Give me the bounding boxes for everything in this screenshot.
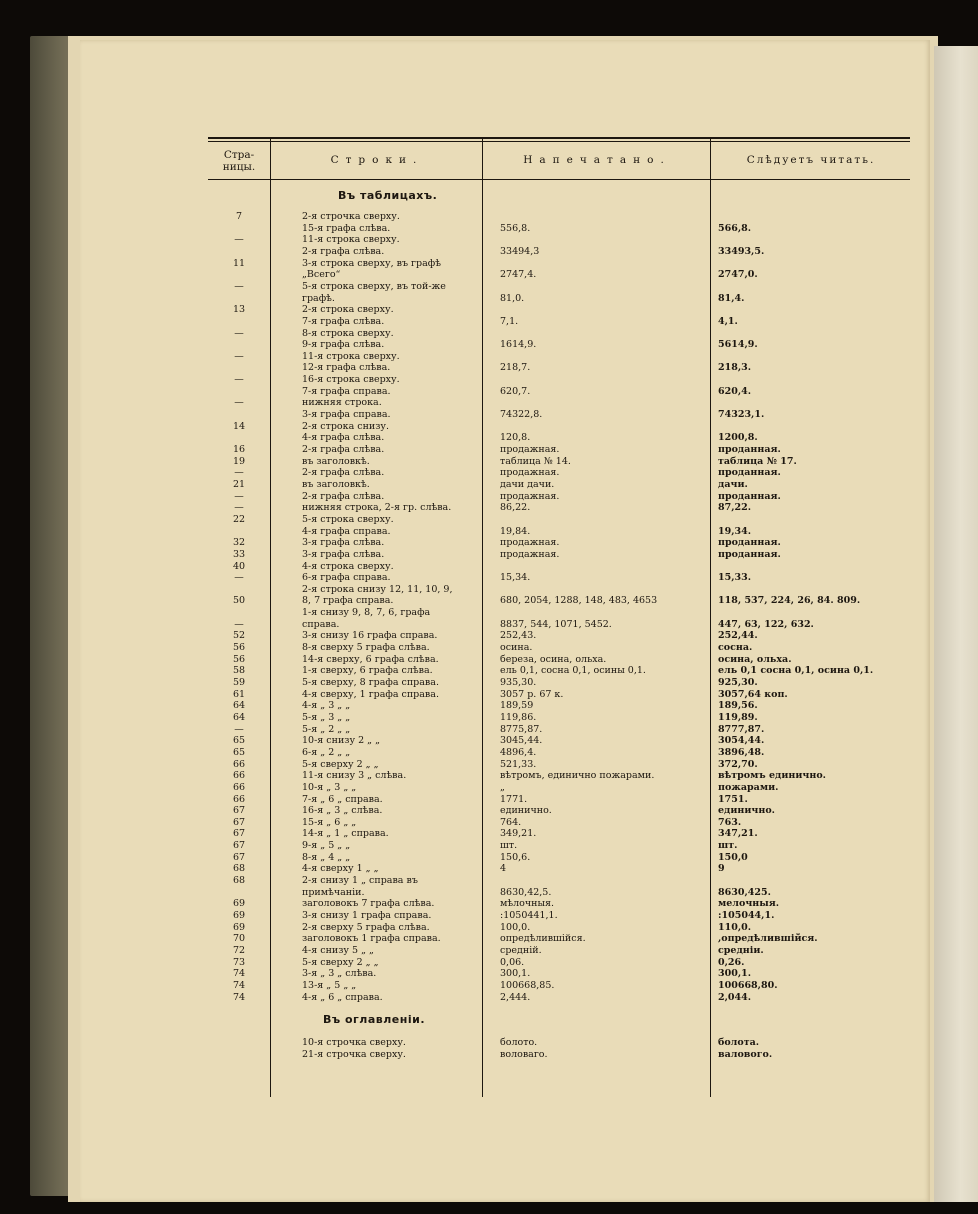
lines-cell: 5-я строка сверху, въ той-же <box>302 280 446 292</box>
printed-cell: 349,21. <box>500 828 537 840</box>
lines-cell: 5-я сверху 2 „ „ <box>302 956 379 968</box>
page-cell: 67 <box>232 828 246 840</box>
read-cell: осина, ольха. <box>718 653 792 665</box>
lines-cell: 7-я графа слѣва. <box>302 315 385 327</box>
printed-cell: 33494,3 <box>500 245 540 257</box>
page-cell: 65 <box>232 746 246 758</box>
read-cell: 2747,0. <box>718 269 758 281</box>
page-cell: — <box>234 490 244 502</box>
printed-cell: 74322,8. <box>500 409 543 421</box>
read-cell: шт. <box>718 840 738 852</box>
read-cell: 33493,5. <box>718 245 765 257</box>
lines-cell: въ заголовкѣ. <box>302 478 370 490</box>
read-cell: проданная. <box>718 467 781 479</box>
page-cell: 64 <box>232 711 246 723</box>
read-cell: 8777,87. <box>718 723 765 735</box>
printed-cell: береза, осина, ольха. <box>500 653 607 665</box>
lines-cell: 9-я графа слѣва. <box>302 339 385 351</box>
page-cell: 40 <box>232 560 246 572</box>
lines-cell: 3-я графа слѣва. <box>302 537 385 549</box>
lines-cell: 7-я графа справа. <box>302 385 391 397</box>
header-page: Стра-ницы. <box>222 149 256 173</box>
printed-cell: 86,22. <box>500 502 531 514</box>
printed-cell: 252,43. <box>500 630 537 642</box>
page-cell: 69 <box>232 898 246 910</box>
page-cell: 65 <box>232 735 246 747</box>
page-cell: — <box>234 280 244 292</box>
printed-cell: 120,8. <box>500 432 531 444</box>
page-cell: 32 <box>232 537 246 549</box>
page-cell: 68 <box>232 875 246 887</box>
read-cell: ,опредѣлившійся. <box>718 933 818 945</box>
printed-cell: 2747,4. <box>500 269 537 281</box>
read-cell: 9 <box>718 863 725 875</box>
page-cell: 19 <box>232 455 246 467</box>
lines-cell: 15-я „ 6 „ „ <box>302 816 357 828</box>
lines-cell: 10-я строчка сверху. <box>302 1037 406 1049</box>
read-cell: 19,34. <box>718 525 752 537</box>
page-cell: 56 <box>232 642 246 654</box>
printed-cell: 19,84. <box>500 525 531 537</box>
printed-cell: ель 0,1, сосна 0,1, осины 0,1. <box>500 665 646 677</box>
read-cell: 189,56. <box>718 700 758 712</box>
read-cell: 300,1. <box>718 968 752 980</box>
lines-cell: 3-я строка сверху, въ графѣ <box>302 257 441 269</box>
errata-table <box>208 137 910 1103</box>
lines-cell: 2-я строка сверху. <box>302 304 394 316</box>
read-cell: 218,3. <box>718 362 752 374</box>
read-cell: мелочныя. <box>718 898 780 910</box>
printed-cell: :1050441,1. <box>500 910 558 921</box>
lines-cell: 7-я „ 6 „ справа. <box>302 793 383 805</box>
page-cell: 58 <box>232 665 246 677</box>
page-cell: 73 <box>232 956 246 968</box>
printed-cell: 7,1. <box>500 315 519 327</box>
read-cell: ель 0,1 сосна 0,1, осина 0,1. <box>718 665 874 677</box>
lines-cell: 4-я графа слѣва. <box>302 432 385 444</box>
lines-cell: 4-я сверху, 1 графа справа. <box>302 688 439 700</box>
read-cell: 566,8. <box>718 222 752 234</box>
lines-cell: 2-я строка снизу 12, 11, 10, 9, <box>302 583 453 595</box>
page-cell: 64 <box>232 700 246 712</box>
page-cell: 61 <box>232 688 246 700</box>
printed-cell: таблица № 14. <box>500 455 571 467</box>
lines-cell: 16-я строка сверху. <box>302 374 400 386</box>
read-cell: 925,30. <box>718 677 758 688</box>
page-cell: 66 <box>232 793 246 805</box>
printed-cell: воловаго. <box>500 1048 548 1060</box>
printed-cell: единично. <box>500 805 552 817</box>
page-cell: 74 <box>232 991 246 1003</box>
column-divider <box>482 137 483 1097</box>
lines-cell: 4-я строка сверху. <box>302 560 394 572</box>
printed-cell: 1614,9. <box>500 339 537 351</box>
read-cell: 100668,80. <box>718 979 778 991</box>
page-cell: — <box>234 618 244 630</box>
page-cell: 67 <box>232 816 246 828</box>
page-cell: 67 <box>232 805 246 817</box>
printed-cell: 189,59 <box>500 700 534 712</box>
facing-page-edge <box>934 46 978 1202</box>
read-cell: 372,70. <box>718 758 758 770</box>
read-cell: 620,4. <box>718 385 752 397</box>
page-cell: — <box>234 350 244 362</box>
lines-cell: 5-я сверху 2 „ „ <box>302 758 379 770</box>
read-cell: 119,89. <box>718 711 758 723</box>
lines-cell: 4-я снизу 5 „ „ <box>302 944 374 956</box>
read-cell: 252,44. <box>718 630 758 642</box>
lines-cell: 9-я „ 5 „ „ <box>302 840 351 852</box>
read-cell: 1200,8. <box>718 432 758 444</box>
page-cell: 22 <box>232 513 246 525</box>
lines-cell: 11-я строка сверху. <box>302 350 400 362</box>
page-cell: 69 <box>232 910 246 921</box>
lines-cell: 8, 7 графа справа. <box>302 595 394 607</box>
printed-cell: 100,0. <box>500 921 531 933</box>
lines-cell: нижняя строка. <box>302 397 382 409</box>
printed-cell: 8837, 544, 1071, 5452. <box>500 618 612 630</box>
lines-cell: 2-я сверху 5 графа слѣва. <box>302 921 430 933</box>
lines-cell: 2-я графа слѣва. <box>302 444 385 455</box>
printed-cell: 2,444. <box>500 991 531 1003</box>
printed-cell: 4 <box>500 863 507 875</box>
lines-cell: 8-я строка сверху. <box>302 327 394 339</box>
read-cell: проданная. <box>718 444 781 455</box>
read-cell: таблица № 17. <box>718 455 797 467</box>
printed-cell: среднiй. <box>500 944 542 956</box>
read-cell: 150,0 <box>718 851 748 863</box>
read-cell: 118, 537, 224, 26, 84. 809. <box>718 595 861 607</box>
lines-cell: 2-я графа слѣва. <box>302 490 385 502</box>
page-cell: 16 <box>232 444 246 455</box>
lines-cell: 4-я „ 3 „ „ <box>302 700 351 712</box>
section-title: Въ оглавленіи. <box>323 1013 425 1027</box>
page-cell: 13 <box>232 304 246 316</box>
printed-cell: 680, 2054, 1288, 148, 483, 4653 <box>500 595 658 607</box>
lines-cell: 2-я снизу 1 „ справа въ <box>302 875 418 887</box>
lines-cell: примѣчаніи. <box>302 886 365 898</box>
printed-cell: осина. <box>500 642 533 654</box>
page-cell: — <box>234 467 244 479</box>
printed-cell: 119,86. <box>500 711 537 723</box>
read-cell: сосна. <box>718 642 753 654</box>
printed-cell: опредѣлившійся. <box>500 933 586 945</box>
lines-cell: въ заголовкѣ. <box>302 455 370 467</box>
table-header <box>208 137 910 180</box>
lines-cell: 4-я „ 6 „ справа. <box>302 991 383 1003</box>
lines-cell: 6-я „ 2 „ „ <box>302 746 351 758</box>
page-cell: 7 <box>235 211 243 222</box>
read-cell: 3054,44. <box>718 735 765 747</box>
printed-cell: 15,34. <box>500 572 531 584</box>
printed-cell: 521,33. <box>500 758 537 770</box>
lines-cell: справа. <box>302 618 340 630</box>
read-cell: вѣтромъ единично. <box>718 770 826 782</box>
printed-cell: 764. <box>500 816 522 828</box>
printed-cell: 100668,85. <box>500 979 555 991</box>
lines-cell: заголовокъ 1 графа справа. <box>302 933 441 945</box>
read-cell: проданная. <box>718 490 781 502</box>
page-cell: 52 <box>232 630 246 642</box>
page-cell: 66 <box>232 758 246 770</box>
page-cell: 21 <box>232 478 246 490</box>
lines-cell: 2-я графа слѣва. <box>302 245 385 257</box>
printed-cell: дачи дачи. <box>500 478 555 490</box>
lines-cell: 1-я снизу 9, 8, 7, 6, графа <box>302 607 431 619</box>
printed-cell: 8630,42,5. <box>500 886 552 898</box>
read-cell: 15,33. <box>718 572 752 584</box>
lines-cell: „Всего“ <box>302 269 341 281</box>
page-cell: — <box>234 502 244 514</box>
page-cell: 11 <box>232 257 246 269</box>
printed-cell: 300,1. <box>500 968 531 980</box>
lines-cell: 12-я графа слѣва. <box>302 362 391 374</box>
lines-cell: 3-я снизу 1 графа справа. <box>302 910 432 921</box>
lines-cell: 4-я сверху 1 „ „ <box>302 863 379 875</box>
page-cell: 74 <box>232 979 246 991</box>
read-cell: болота. <box>718 1037 760 1049</box>
read-cell: среднiи. <box>718 944 764 956</box>
lines-cell: 6-я графа справа. <box>302 572 391 584</box>
read-cell: 87,22. <box>718 502 752 514</box>
header-printed: Напечатано. <box>523 154 671 166</box>
printed-cell: 3057 р. 67 к. <box>500 688 564 700</box>
lines-cell: 15-я графа слѣва. <box>302 222 391 234</box>
page-cell: — <box>234 327 244 339</box>
read-cell: 3057,64 коп. <box>718 688 788 700</box>
read-cell: 447, 63, 122, 632. <box>718 618 814 630</box>
page-cell: 74 <box>232 968 246 980</box>
lines-cell: 3-я графа слѣва. <box>302 548 385 560</box>
read-cell: 8630,425. <box>718 886 771 898</box>
printed-cell: 150,6. <box>500 851 531 863</box>
read-cell: 5614,9. <box>718 339 758 351</box>
lines-cell: 16-я „ 3 „ слѣва. <box>302 805 383 817</box>
printed-cell: 81,0. <box>500 292 525 304</box>
read-cell: 347,21. <box>718 828 758 840</box>
lines-cell: 4-я графа справа. <box>302 525 391 537</box>
printed-cell: продажная. <box>500 548 560 560</box>
printed-cell: 4896,4. <box>500 746 537 758</box>
lines-cell: 13-я „ 5 „ „ <box>302 979 357 991</box>
read-cell: пожарами. <box>718 781 779 793</box>
read-cell: 4,1. <box>718 315 738 327</box>
read-cell: проданная. <box>718 537 781 549</box>
printed-cell: 8775,87. <box>500 723 543 735</box>
lines-cell: 3-я графа справа. <box>302 409 391 421</box>
read-cell: 3896,48. <box>718 746 765 758</box>
page-cell: 72 <box>232 944 246 956</box>
lines-cell: 14-я „ 1 „ справа. <box>302 828 389 840</box>
page-cell: 14 <box>232 420 246 432</box>
page-cell: 59 <box>232 677 246 688</box>
lines-cell: 8-я сверху 5 графа слѣва. <box>302 642 430 654</box>
printed-cell: 620,7. <box>500 385 531 397</box>
page-cell: — <box>234 234 244 246</box>
section-title: Въ таблицахъ. <box>338 189 438 202</box>
lines-cell: 10-я „ 3 „ „ <box>302 781 357 793</box>
lines-cell: 10-я снизу 2 „ „ <box>302 735 381 747</box>
printed-cell: продажная. <box>500 537 560 549</box>
page-cell: 68 <box>232 863 246 875</box>
printed-cell: продажная. <box>500 444 560 455</box>
header-lines: Строки. <box>330 154 424 166</box>
lines-cell: 3-я снизу 16 графа справа. <box>302 630 438 642</box>
page-cell: — <box>234 374 244 386</box>
lines-cell: 5-я сверху, 8 графа справа. <box>302 677 439 688</box>
printed-cell: „ <box>500 781 505 793</box>
printed-cell: болото. <box>500 1037 538 1049</box>
read-cell: 2,044. <box>718 991 752 1003</box>
lines-cell: заголовокъ 7 графа слѣва. <box>302 898 435 910</box>
read-cell: 74323,1. <box>718 409 765 421</box>
printed-cell: продажная. <box>500 490 560 502</box>
lines-cell: 2-я строка снизу. <box>302 420 390 432</box>
read-cell: 1751. <box>718 793 748 805</box>
page-cell: 66 <box>232 770 246 782</box>
page-cell: — <box>234 572 244 584</box>
printed-cell: шт. <box>500 840 518 852</box>
read-cell: 0,26. <box>718 956 745 968</box>
page-cell: 69 <box>232 921 246 933</box>
page-cell: 56 <box>232 653 246 665</box>
page-cell: — <box>234 397 244 409</box>
printed-cell: 935,30. <box>500 677 537 688</box>
page-cell: 70 <box>232 933 246 945</box>
read-cell: единично. <box>718 805 775 817</box>
page-cell: — <box>234 723 244 735</box>
column-divider <box>710 137 711 1097</box>
page-cell: 66 <box>232 781 246 793</box>
read-cell: 81,4. <box>718 292 745 304</box>
page-cell: 33 <box>232 548 246 560</box>
read-cell: дачи. <box>718 478 748 490</box>
lines-cell: 5-я „ 2 „ „ <box>302 723 351 735</box>
printed-cell: 218,7. <box>500 362 531 374</box>
lines-cell: 21-я строчка сверху. <box>302 1048 406 1060</box>
read-cell: :105044,1. <box>718 910 775 921</box>
lines-cell: графѣ. <box>302 292 335 304</box>
printed-cell: 1771. <box>500 793 528 805</box>
lines-cell: 3-я „ 3 „ слѣва. <box>302 968 377 980</box>
lines-cell: 14-я сверху, 6 графа слѣва. <box>302 653 439 665</box>
printed-cell: мѣлочныя. <box>500 898 555 910</box>
lines-cell: 2-я графа слѣва. <box>302 467 385 479</box>
page-cell: 67 <box>232 840 246 852</box>
lines-cell: 11-я строка сверху. <box>302 234 400 246</box>
lines-cell: 5-я строка сверху. <box>302 513 394 525</box>
lines-cell: 5-я „ 3 „ „ <box>302 711 351 723</box>
printed-cell: 0,06. <box>500 956 525 968</box>
printed-cell: 556,8. <box>500 222 531 234</box>
read-cell: 763. <box>718 816 742 828</box>
lines-cell: 8-я „ 4 „ „ <box>302 851 351 863</box>
page-cell: 50 <box>232 595 246 607</box>
read-cell: валового. <box>718 1048 773 1060</box>
lines-cell: 2-я строчка сверху. <box>302 211 400 222</box>
printed-cell: продажная. <box>500 467 560 479</box>
lines-cell: нижняя строка, 2-я гр. слѣва. <box>302 502 452 514</box>
printed-cell: вѣтромъ, единично пожарами. <box>500 770 655 782</box>
lines-cell: 1-я сверху, 6 графа слѣва. <box>302 665 433 677</box>
read-cell: 110,0. <box>718 921 752 933</box>
page-cell: 67 <box>232 851 246 863</box>
header-read: Слѣдуетъ читать. <box>746 154 876 166</box>
column-divider <box>270 137 271 1097</box>
lines-cell: 11-я снизу 3 „ слѣва. <box>302 770 407 782</box>
printed-cell: 3045,44. <box>500 735 543 747</box>
read-cell: проданная. <box>718 548 781 560</box>
